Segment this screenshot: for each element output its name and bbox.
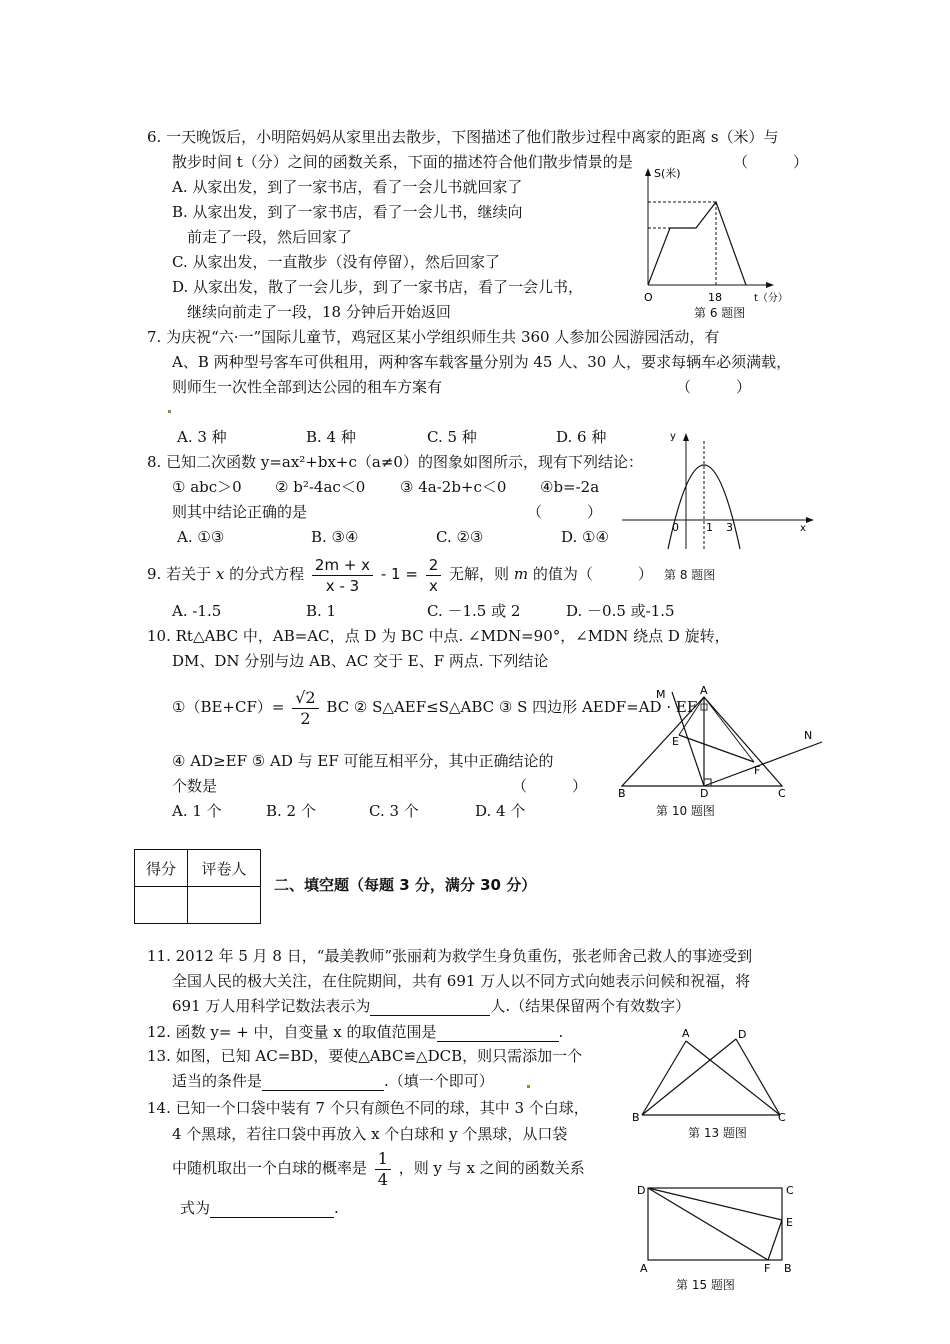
q12-answer-blank[interactable] — [437, 1025, 559, 1042]
q8-fig-three: 3 — [726, 521, 733, 534]
q8-line3: 则其中结论正确的是 — [172, 503, 308, 521]
q8-fig-origin: 0 — [672, 521, 679, 534]
q13-fig-caption: 第 13 题图 — [688, 1126, 747, 1140]
q12-line: 12. 函数 y= + 中，自变量 x 的取值范围是 . — [147, 1023, 564, 1041]
q6-option-c: C. 从家出发，一直散步（没有停留），然后回家了 — [172, 253, 500, 271]
q7-option-d: D. 6 种 — [556, 428, 607, 446]
score-header: 得分 — [135, 850, 188, 887]
q7-option-a: A. 3 种 — [177, 428, 227, 446]
grader-header: 评卷人 — [188, 850, 261, 887]
q10-statements-2: ④ AD≥EF ⑤ AD 与 EF 可能互相平分，其中正确结论的 — [172, 752, 554, 770]
q6-line1: 6. 一天晚饭后，小明陪妈妈从家里出去散步，下图描述了他们散步过程中离家的距离 s（米）与 — [147, 128, 779, 146]
q14-fraction: $\frac{1}{4}$ — [375, 1149, 391, 1190]
q7-line1: 7. 为庆祝“六·一”国际儿童节，鸡冠区某小学组织师生共 360 人参加公园游园活动，有 — [147, 328, 720, 346]
q10-fig-B: B — [618, 787, 626, 800]
q6-fig-xlabel: t（分） — [754, 293, 788, 304]
q15-fig-A: A — [640, 1262, 648, 1275]
q11-line3: 691 万人用科学记数法表示为 人.（结果保留两个有效数字） — [172, 997, 691, 1015]
q10-fig-F: F — [754, 764, 761, 777]
q13-line2: 适当的条件是 .（填一个即可） — [172, 1072, 494, 1090]
q9-equation-line — [147, 552, 653, 596]
q10-line2: DM、DN 分别与边 AB、AC 交于 E、F 两点. 下列结论 — [172, 652, 549, 670]
q15-fig-E: E — [786, 1216, 793, 1229]
q9-option-d: D. －0.5 或-1.5 — [566, 602, 675, 620]
q10-option-c: C. 3 个 — [369, 802, 419, 820]
q8-option-d: D. ①④ — [561, 528, 609, 546]
q9-tail2: 的值为（ ） — [532, 565, 653, 583]
q9-minus-one: - 1 = — [380, 565, 418, 583]
q15-figure — [634, 1180, 804, 1276]
q7-line3: 则师生一次性全部到达公园的租车方案有 — [172, 378, 443, 396]
q14-answer-blank[interactable] — [210, 1201, 334, 1218]
q9-fraction-2: $\frac{2}{x}$ — [426, 555, 442, 596]
grader-cell[interactable] — [188, 887, 261, 924]
q13-fig-D: D — [738, 1028, 747, 1041]
q10-fig-C: C — [778, 787, 786, 800]
q6-fig-caption: 第 6 题图 — [694, 306, 746, 320]
q6-figure — [628, 160, 798, 320]
q13-fig-B: B — [632, 1111, 640, 1124]
q9-mid: 的分式方程 — [229, 565, 305, 583]
q6-option-b-line1: B. 从家出发，到了一家书店，看了一会儿书，继续向 — [172, 203, 523, 221]
q7-answer-paren: （ ） — [676, 378, 752, 396]
q6-fig-origin: O — [644, 291, 653, 304]
q15-fig-caption: 第 15 题图 — [676, 1278, 735, 1292]
q8-conclusion-2: ② b²-4ac＜0 — [275, 478, 366, 496]
score-table — [134, 849, 261, 924]
q9-tail: 无解，则 — [449, 565, 510, 583]
q9-option-c: C. －1.5 或 2 — [427, 602, 521, 620]
q14-line4: 式为 . — [180, 1199, 339, 1217]
q11-line2: 全国人民的极大关注，在住院期间，共有 691 万人以不同方式向她表示问候和祝福，将 — [172, 972, 751, 990]
q10-figure — [612, 682, 832, 800]
q10-option-a: A. 1 个 — [172, 802, 222, 820]
q15-fig-D: D — [637, 1184, 646, 1197]
q10-fig-N: N — [804, 729, 813, 742]
q9-fraction-1: $\frac{2m + x}{x - 3}$ — [312, 555, 373, 596]
q8-fig-y: y — [670, 431, 676, 442]
q10-option-b: B. 2 个 — [266, 802, 316, 820]
q14-line3: 中随机取出一个白球的概率是 $\frac{1}{4}$ ，则 y 与 x 之间的函数关系 — [172, 1148, 585, 1189]
q6-option-d-line2: 继续向前走了一段，18 分钟后开始返回 — [187, 303, 451, 321]
q13-figure — [630, 1025, 790, 1125]
q8-option-c: C. ②③ — [436, 528, 484, 546]
q8-conclusion-3: ③ 4a-2b+c＜0 — [400, 478, 507, 496]
q8-fig-caption: 第 8 题图 — [664, 568, 716, 582]
q10-line1: 10. Rt△ABC 中，AB=AC，点 D 为 BC 中点. ∠MDN=90°，∠MDN 绕点 D 旋转， — [147, 627, 730, 645]
q6-fig-tick: 18 — [708, 291, 722, 304]
q7-option-b: B. 4 种 — [306, 428, 356, 446]
q6-answer-paren: （ ） — [733, 153, 809, 171]
q10-sqrt2-over-2: $\frac{√2}{2}$ — [292, 688, 318, 729]
q6-option-a: A. 从家出发，到了一家书店，看了一会儿书就回家了 — [172, 178, 523, 196]
q10-option-d: D. 4 个 — [475, 802, 526, 820]
q6-option-b-line2: 前走了一段，然后回家了 — [187, 228, 353, 246]
q8-fig-one: 1 — [706, 521, 713, 534]
q6-line2: 散步时间 t（分）之间的函数关系，下面的描述符合他们散步情景的是 — [172, 153, 633, 171]
q8-conclusion-4: ④b=-2a — [540, 478, 600, 496]
q6-option-d-line1: D. 从家出发，散了一会儿步，到了一家书店，看了一会儿书， — [172, 278, 584, 296]
q15-fig-B: B — [784, 1262, 792, 1275]
section-title: 二、填空题（每题 3 分，满分 30 分） — [274, 876, 537, 894]
q7-line2: A、B 两种型号客车可供租用，两种客车载客量分别为 45 人、30 人，要求每辆车必须满载， — [172, 353, 792, 371]
q7-option-c: C. 5 种 — [427, 428, 477, 446]
q8-figure — [618, 425, 823, 553]
q13-line1: 13. 如图，已知 AC=BD，要使△ABC≌△DCB，则只需添加一个 — [147, 1047, 583, 1065]
q9-option-a: A. -1.5 — [172, 602, 222, 620]
q8-line1: 8. 已知二次函数 y=ax²+bx+c（a≠0）的图象如图所示，现有下列结论： — [147, 453, 643, 471]
stray-dot — [168, 410, 171, 413]
q14-line1: 14. 已知一个口袋中装有 7 个只有颜色不同的球，其中 3 个白球， — [147, 1099, 589, 1117]
q13-answer-blank[interactable] — [262, 1074, 384, 1091]
q10-statements-1: ①（BE+CF）= $\frac{√2}{2}$ BC ② S△AEF≤S△ABC ③ S 四边形 AEDF=AD · EF — [172, 687, 698, 728]
q15-fig-C: C — [786, 1184, 794, 1197]
q13-fig-C: C — [778, 1111, 786, 1124]
score-cell[interactable] — [135, 887, 188, 924]
q10-fig-D: D — [700, 787, 709, 800]
q8-answer-paren: （ ） — [527, 503, 603, 521]
q11-answer-blank[interactable] — [370, 999, 490, 1016]
q10-fig-M: M — [656, 688, 666, 701]
q13-fig-A: A — [682, 1027, 690, 1040]
q10-fig-caption: 第 10 题图 — [656, 804, 715, 818]
q8-conclusion-1: ① abc＞0 — [172, 478, 242, 496]
q11-line1: 11. 2012 年 5 月 8 日，“最美教师”张丽莉为救学生身负重伤，张老师舍己救人的事迹受到 — [147, 947, 753, 965]
q10-fig-A: A — [700, 684, 708, 697]
q9-var-x: x — [215, 565, 225, 583]
q6-fig-ylabel: S(米) — [654, 167, 681, 180]
q15-fig-F: F — [764, 1262, 771, 1275]
q10-statements-3: 个数是 — [172, 777, 218, 795]
q8-option-a: A. ①③ — [177, 528, 225, 546]
q14-line2: 4 个黑球，若往口袋中再放入 x 个白球和 y 个黑球，从口袋 — [172, 1125, 568, 1143]
q9-prefix: 9. 若关于 — [147, 565, 212, 583]
stray-dot — [527, 1085, 530, 1088]
q10-fig-E: E — [672, 735, 679, 748]
q9-option-b: B. 1 — [306, 602, 337, 620]
q10-answer-paren: （ ） — [512, 777, 588, 795]
q8-fig-x: x — [800, 523, 806, 534]
q9-var-m: m — [513, 565, 529, 583]
q8-option-b: B. ③④ — [311, 528, 359, 546]
